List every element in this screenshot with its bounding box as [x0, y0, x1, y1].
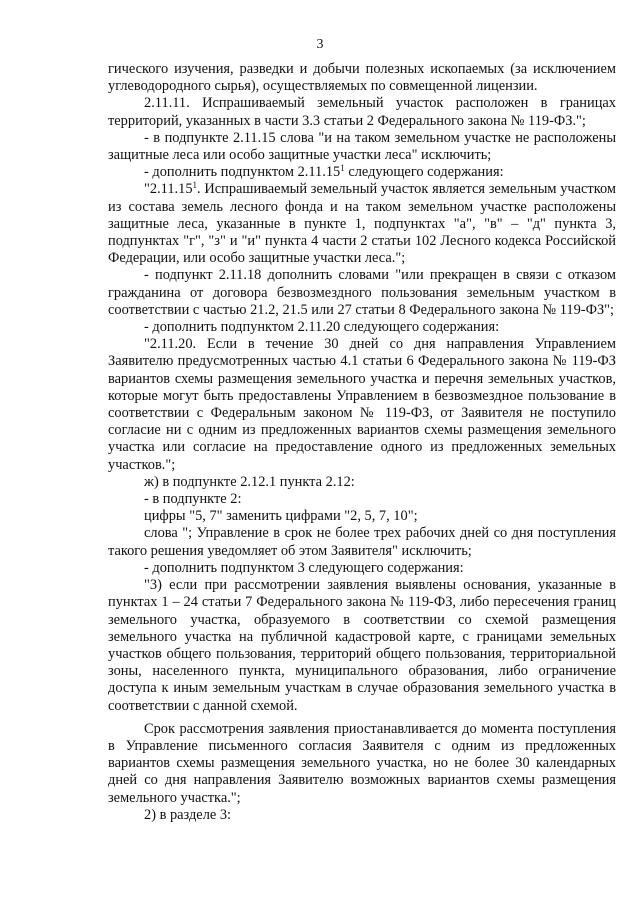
paragraph: ж) в подпункте 2.12.1 пункта 2.12: [144, 473, 355, 490]
paragraph: "3) если при рассмотрении заявления выявлены основания, указанные в пунктах 1 – 24 статьи 7 Федерального закона № 119-ФЗ, либо пересечения границ земельного участка, образуемого в соответствии со схемой размещения земельного участка на публичной кадастровой карте, с границами земельных участков общего пользования, территорий общего пользования, территориальной зоны, населенного пункта, муниципального образования, либо ограничение доступа к иным земельным участкам в случае образования земельного участка в соответствии с данной схемой. [108, 577, 616, 714]
paragraph-text: - дополнить подпунктом 2.11.15 [144, 164, 341, 181]
paragraph [108, 164, 616, 181]
paragraph-text: . Испрашиваемый земельный участок является земельным участком из состава земель лесного фонда и на таком земельном участке расположены защитные леса, указанные в пункте 1, подпунктах "а", "в" – "д" пункта 3, подпунктах "г", "з" и "и" пункта 4 части 2 статьи 102 Лесного кодекса Российской Федерации, или особо защитные участки леса."; [108, 181, 616, 267]
superscript-mark: 1 [192, 180, 198, 191]
page-number: 3 [316, 37, 324, 52]
paragraph: Срок рассмотрения заявления приостанавливается до момента поступления в Управление письменного согласия Заявителя с одним из предложенных вариантов схемы размещения земельного участка, но не более 30 календарных дней со дня направления Заявителю возможных вариантов схемы размещения земельного участка."; [108, 720, 616, 806]
paragraph [108, 181, 616, 267]
paragraph: - дополнить подпунктом 3 следующего содержания: [144, 559, 464, 576]
paragraph: 2.11.11. Испрашиваемый земельный участок расположен в границах территорий, указанных в части 3.3 статьи 2 Федерального закона № 119-ФЗ."; [108, 95, 616, 129]
paragraph: - в подпункте 2.11.15 слова "и на таком земельном участке не расположены защитные леса или особо защитные участки леса" исключить; [108, 129, 616, 164]
paragraph: слова "; Управление в срок не более трех рабочих дней со дня поступления такого решения уведомляет об этом Заявителя" исключить; [108, 525, 616, 559]
paragraph: 2) в разделе 3: [144, 806, 232, 823]
paragraph: "2.11.20. Если в течение 30 дней со дня направления Управлением Заявителю предусмотренных частью 4.1 статьи 6 Федерального закона № 119-ФЗ вариантов схемы размещения земельного участка и перечня земельных участков, которые могут быть предоставлены Управлением в безвозмездное пользование в соответствии с Федеральным законом № 119-ФЗ, от Заявителя не поступило согласие ни с одним из предложенных вариантов схемы размещения земельного участка или согласие на предоставление одного из предложенных земельных участков."; [108, 336, 616, 473]
paragraph: цифры "5, 7" заменить цифрами "2, 5, 7, 10"; [144, 508, 418, 525]
paragraph-text: следующего содержания: [344, 164, 504, 181]
paragraph: - в подпункте 2: [144, 491, 242, 508]
paragraph-text: "2.11.15 [144, 181, 193, 198]
superscript-mark: 1 [340, 163, 345, 174]
paragraph: - дополнить подпунктом 2.11.20 следующего содержания: [144, 319, 500, 336]
document-body [108, 61, 616, 824]
paragraph: гического изучения, разведки и добычи полезных ископаемых (за исключением углеводородного сырья), осуществляемых по совмещенной лицензии. [108, 61, 616, 95]
paragraph: - подпункт 2.11.18 дополнить словами "или прекращен в связи с отказом гражданина от договора безвозмездного пользования земельным участком в соответствии с частью 21.2, 21.5 или 27 статьи 8 Федерального закона № 119-ФЗ"; [108, 267, 616, 318]
